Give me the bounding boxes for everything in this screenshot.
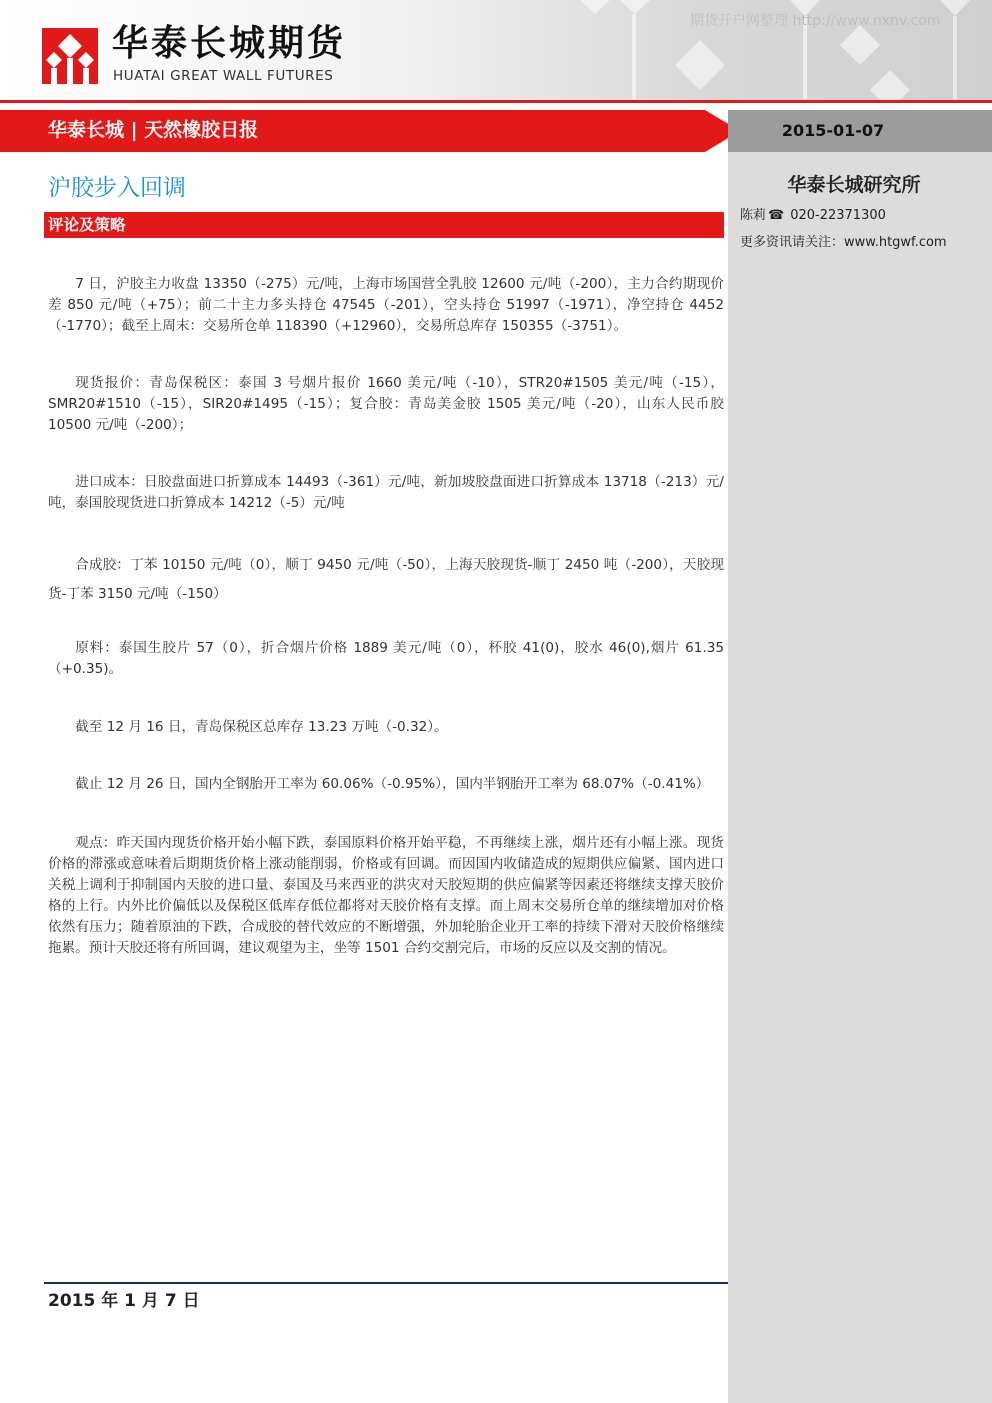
article-title: 沪胶步入回调: [48, 175, 186, 201]
analyst-contact: [740, 206, 886, 226]
paragraph-raw-materials: 原料：泰国生胶片 57（0），折合烟片价格 1889 美元/吨（0），杯胶 41(0)，胶水 46(0),烟片 61.35（+0.35)。: [48, 640, 724, 677]
more-info: 更多资讯请关注：www.htgwf.com: [740, 235, 947, 250]
institute-name: 华泰长城研究所: [787, 174, 921, 196]
report-title: 华泰长城 | 天然橡胶日报: [48, 119, 259, 141]
header-rule: [0, 100, 992, 103]
paragraph-synthetic: 合成胶：丁苯 10150 元/吨（0），顺丁 9450 元/吨（-50），上海天胶现货-顺丁 2450 吨（-200），天胶现货-丁苯 3150 元/吨（-150）: [48, 557, 724, 602]
sidebar: [728, 152, 992, 1403]
paragraph-tire-operating: 截止 12 月 26 日，国内全钢胎开工率为 60.06%（-0.95%），国内半钢胎开工率为 68.07%（-0.41%）: [75, 776, 710, 792]
paragraph-spot-prices: 现货报价：青岛保税区：泰国 3 号烟片报价 1660 美元/吨（-10），STR20#1505 美元/吨（-15），SMR20#1510（-15），SIR20#1495（-15）；复合胶：青岛美金胶 1505 美元/吨（-20），山东人民币胶 10500 元/吨（-200）；: [48, 375, 724, 433]
paragraph-import-cost: 进口成本：日胶盘面进口折算成本 14493（-361）元/吨，新加坡胶盘面进口折算成本 13718（-213）元/吨，泰国胶现货进口折算成本 14212（-5）元/吨: [48, 474, 724, 511]
footer-rule: [44, 1282, 728, 1284]
page-header: [0, 0, 992, 100]
analyst-phone: 020-22371300: [790, 208, 886, 223]
watermark: 期货开户网整理 http://www.nxnv.com: [690, 13, 941, 29]
company-name-en: HUATAI GREAT WALL FUTURES: [113, 68, 334, 84]
paragraph-outlook: 观点：昨天国内现货价格开始小幅下跌，泰国原料价格开始平稳，不再继续上涨，烟片还有小幅上涨。现货价格的滞涨或意味着后期期货价格上涨动能削弱，价格或有回调。而因国内收储造成的短期供应偏紧、国内进口关税上调利于抑制国内天胶的进口量、泰国及马来西亚的洪灾对天胶短期的供应偏紧等因素还将继续支撑天胶价格的上行。内外比价偏低以及保税区低库存低位都将对天胶价格有支撑。而上周末交易所仓单的继续增加对价格依然有压力；随着原油的下跌，合成胶的替代效应的不断增强，外加轮胎企业开工率的持续下滑对天胶价格继续拖累。预计天胶还将有所回调，建议观望为主，坐等 1501 合约交割完后，市场的反应以及交割的情况。: [48, 835, 724, 956]
report-date: 2015-01-07: [781, 121, 885, 140]
section-heading: 评论及策略: [48, 216, 126, 234]
company-name-cn: 华泰长城期货: [112, 23, 347, 64]
phone-icon: ☎: [768, 208, 785, 223]
paragraph-inventory: 截至 12 月 16 日，青岛保税区总库存 13.23 万吨（-0.32）。: [75, 719, 448, 735]
section-bar: [44, 212, 724, 238]
footer-date: 2015 年 1 月 7 日: [48, 1291, 200, 1311]
huatai-logo-icon: [42, 28, 98, 84]
paragraph-market: 7 日，沪胶主力收盘 13350（-275）元/吨，上海市场国营全乳胶 12600 元/吨（-200），主力合约期现价差 850 元/吨（+75）；前二十主力多头持仓 47545（-201），空头持仓 51997（-1971），净空持仓 4452（-1770）；截至上周末：交易所仓单 118390（+12960），交易所总库存 150355（-3751）。: [48, 276, 724, 334]
analyst-name: 陈莉: [740, 208, 767, 223]
